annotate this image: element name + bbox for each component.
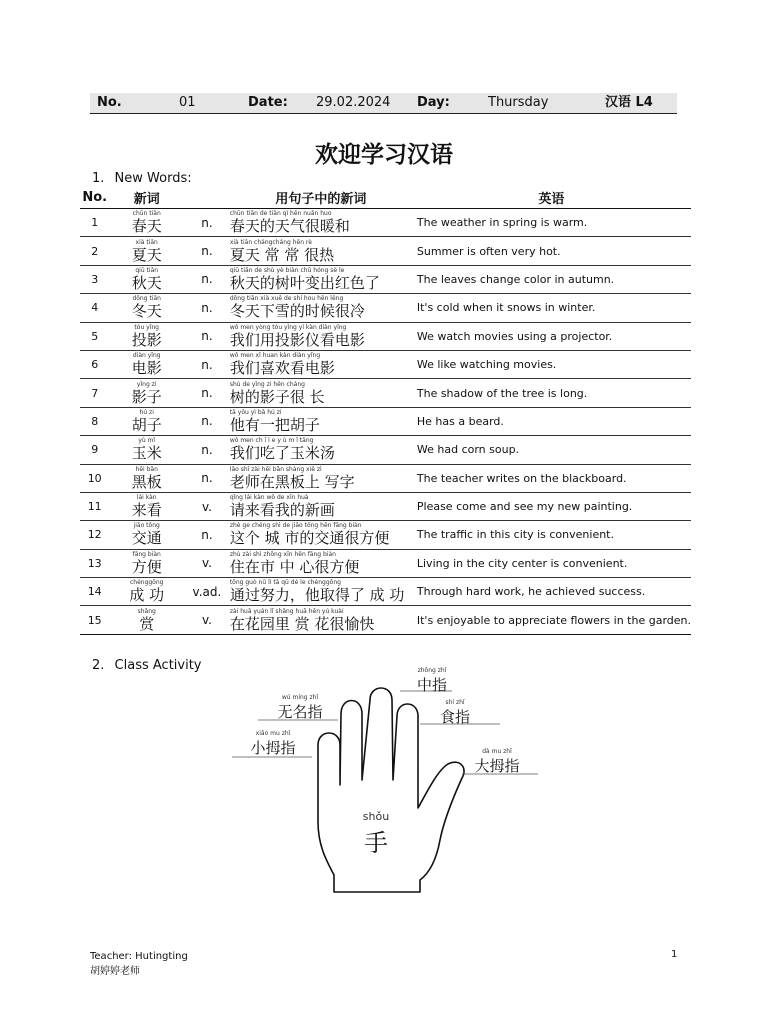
english-translation: We watch movies using a projector. — [412, 322, 691, 350]
new-word: 来看 — [131, 501, 162, 520]
label-middle-finger: zhōng zhǐ 中指 — [416, 667, 447, 694]
example-sentence: 冬天下雪的时候很冷 — [229, 302, 365, 321]
part-of-speech: n. — [184, 350, 230, 378]
row-number: 8 — [80, 407, 109, 435]
example-sentence: 我们吃了玉米汤 — [229, 444, 335, 463]
row-number: 11 — [80, 492, 109, 520]
sentence-pinyin: xià tiān chángcháng hěn rè — [229, 238, 312, 246]
lesson-number-label: No. — [97, 95, 122, 110]
new-word-pinyin: xià tiān — [135, 238, 158, 246]
row-number: 2 — [80, 237, 109, 265]
part-of-speech: n. — [184, 464, 230, 492]
new-word-pinyin: tóu yǐng — [134, 323, 159, 331]
english-translation: We like watching movies. — [412, 350, 691, 378]
row-number: 3 — [80, 265, 109, 293]
new-word: 黑板 — [131, 472, 162, 491]
part-of-speech: n. — [184, 379, 230, 407]
sentence-pinyin: zhù zài shì zhōng xīn hěn fāng biàn — [229, 550, 336, 558]
new-word: 春天 — [131, 217, 162, 236]
part-of-speech: n. — [184, 294, 230, 322]
new-word: 秋天 — [131, 273, 162, 292]
sentence-pinyin: tōng guò nǔ lì tā qǔ dé le chénggōng — [229, 579, 341, 587]
english-translation: It's enjoyable to appreciate flowers in the garden. — [412, 606, 691, 634]
section-number: 1. — [92, 171, 105, 186]
sentence-pinyin: wǒ men xǐ huan kàn diàn yǐng — [229, 352, 321, 360]
section-label: New Words: — [114, 171, 192, 186]
new-word-pinyin: fāng biàn — [132, 550, 161, 558]
part-of-speech: v. — [184, 549, 230, 577]
new-word: 夏天 — [131, 245, 162, 264]
column-header-new-word: 新词 — [109, 186, 184, 209]
teacher-name-english: Teacher: Hutingting — [90, 951, 188, 962]
day-value: Thursday — [488, 95, 549, 110]
page-number: 1 — [671, 949, 678, 960]
row-number: 5 — [80, 322, 109, 350]
new-word: 影子 — [131, 387, 162, 406]
lesson-number-value: 01 — [179, 95, 196, 110]
example-sentence: 老师在黑板上 写字 — [229, 472, 355, 491]
sentence-pinyin: dōng tiān xià xuě de shí hou hěn lěng — [229, 295, 344, 303]
part-of-speech: n. — [184, 237, 230, 265]
row-number: 1 — [80, 209, 109, 237]
english-translation: Through hard work, he achieved success. — [412, 578, 691, 606]
english-translation: He has a beard. — [412, 407, 691, 435]
section-number: 2. — [92, 658, 105, 673]
sentence-pinyin: wǒ men yòng tóu yǐng yí kàn diàn yǐng — [229, 323, 347, 331]
new-word: 交通 — [131, 529, 162, 548]
date-value: 29.02.2024 — [316, 95, 391, 110]
part-of-speech: n. — [184, 436, 230, 464]
date-label: Date: — [248, 95, 288, 110]
new-word-pinyin: shǎng — [137, 607, 156, 615]
new-word-pinyin: hēi bǎn — [135, 465, 158, 473]
row-number: 10 — [80, 464, 109, 492]
row-number: 7 — [80, 379, 109, 407]
sentence-pinyin: zài huā yuán lǐ shǎng huā hěn yú kuài — [229, 607, 344, 615]
part-of-speech: n. — [184, 322, 230, 350]
new-word: 冬天 — [131, 302, 162, 321]
row-number: 6 — [80, 350, 109, 378]
example-sentence: 请来看我的新画 — [229, 501, 335, 520]
row-number: 9 — [80, 436, 109, 464]
part-of-speech: v. — [184, 606, 230, 634]
column-header-number: No. — [80, 186, 109, 209]
part-of-speech: n. — [184, 521, 230, 549]
day-label: Day: — [417, 95, 450, 110]
part-of-speech: v. — [184, 492, 230, 520]
new-word-pinyin: qiū tiān — [135, 266, 159, 274]
course-label: 汉语 L4 — [605, 95, 653, 110]
english-translation: The teacher writes on the blackboard. — [412, 464, 691, 492]
new-word-pinyin: hú zi — [139, 408, 154, 416]
english-translation: Living in the city center is convenient. — [412, 549, 691, 577]
sentence-pinyin: chūn tiān de tiān qì hěn nuǎn huo — [229, 210, 332, 218]
example-sentence: 春天的天气很暖和 — [229, 217, 350, 236]
part-of-speech: n. — [184, 209, 230, 237]
column-header-english: 英语 — [412, 186, 691, 209]
label-ring-finger: wú míng zhǐ 无名指 — [277, 694, 323, 721]
row-number: 14 — [80, 578, 109, 606]
row-number: 15 — [80, 606, 109, 634]
new-word: 成 功 — [129, 586, 165, 605]
new-word-pinyin: jiāo tōng — [133, 522, 160, 530]
english-translation: Please come and see my new painting. — [412, 492, 691, 520]
new-word-pinyin: yǐng zi — [136, 380, 157, 388]
new-word-pinyin: chūn tiān — [132, 210, 161, 218]
example-sentence: 他有一把胡子 — [229, 415, 320, 434]
english-translation: The leaves change color in autumn. — [412, 265, 691, 293]
english-translation: The traffic in this city is convenient. — [412, 521, 691, 549]
sentence-pinyin: wǒ men ch ī l e y ù m ǐ tāng — [229, 437, 314, 445]
english-translation: The shadow of the tree is long. — [412, 379, 691, 407]
example-sentence: 这个 城 市的交通很方便 — [229, 529, 390, 548]
new-word-pinyin: chénggōng — [129, 579, 164, 587]
example-sentence: 夏天 常 常 很热 — [229, 245, 335, 264]
page-title: 欢迎学习汉语 — [315, 142, 453, 168]
teacher-name-chinese: 胡婷婷老师 — [90, 966, 140, 977]
column-header-sentence: 用句子中的新词 — [230, 186, 412, 209]
sentence-pinyin: qǐng lái kàn wǒ de xīn huà — [229, 494, 309, 502]
row-number: 12 — [80, 521, 109, 549]
new-word: 电影 — [131, 359, 162, 378]
example-sentence: 树的影子很 长 — [229, 387, 325, 406]
label-index-finger: shí zhǐ 食指 — [439, 699, 470, 726]
sentence-pinyin: lǎo shī zài hēi bǎn shàng xiě zì — [229, 465, 322, 473]
new-word-pinyin: diàn yǐng — [132, 352, 161, 360]
english-translation: The weather in spring is warm. — [412, 209, 691, 237]
new-word: 赏 — [139, 614, 155, 633]
sentence-pinyin: qiū tiān de shù yè biàn chū hóng sè le — [229, 266, 345, 274]
new-word-pinyin: lái kàn — [136, 494, 157, 502]
example-sentence: 通过努力，他取得了 成 功 — [229, 586, 405, 605]
example-sentence: 我们喜欢看电影 — [229, 359, 335, 378]
part-of-speech: n. — [184, 407, 230, 435]
part-of-speech: v.ad. — [184, 578, 230, 606]
english-translation: We had corn soup. — [412, 436, 691, 464]
new-word-pinyin: yù mǐ — [138, 437, 156, 445]
new-word: 玉米 — [131, 444, 162, 463]
sentence-pinyin: tā yǒu yì bǎ hú zi — [229, 408, 282, 416]
example-sentence: 秋天的树叶变出红色了 — [229, 273, 380, 292]
english-translation: Summer is often very hot. — [412, 237, 691, 265]
new-word: 胡子 — [131, 415, 162, 434]
new-word-pinyin: dōng tiān — [132, 295, 161, 303]
english-translation: It's cold when it snows in winter. — [412, 294, 691, 322]
new-word: 投影 — [131, 330, 162, 349]
sentence-pinyin: shù de yǐng zi hěn cháng — [229, 380, 305, 388]
part-of-speech: n. — [184, 265, 230, 293]
row-number: 13 — [80, 549, 109, 577]
example-sentence: 在花园里 赏 花很愉快 — [229, 614, 375, 633]
label-little-finger: xiǎo mu zhǐ 小拇指 — [250, 730, 296, 757]
footer-teacher — [90, 949, 188, 979]
section-label: Class Activity — [114, 658, 202, 673]
example-sentence: 我们用投影仪看电影 — [229, 330, 365, 349]
label-hand: shǒu 手 — [362, 810, 390, 857]
example-sentence: 住在市 中 心很方便 — [229, 557, 360, 576]
new-word: 方便 — [131, 557, 162, 576]
sentence-pinyin: zhè ge chéng shì de jiāo tōng hěn fāng biàn — [229, 522, 362, 530]
row-number: 4 — [80, 294, 109, 322]
label-thumb: dà mu zhǐ 大拇指 — [474, 748, 520, 775]
